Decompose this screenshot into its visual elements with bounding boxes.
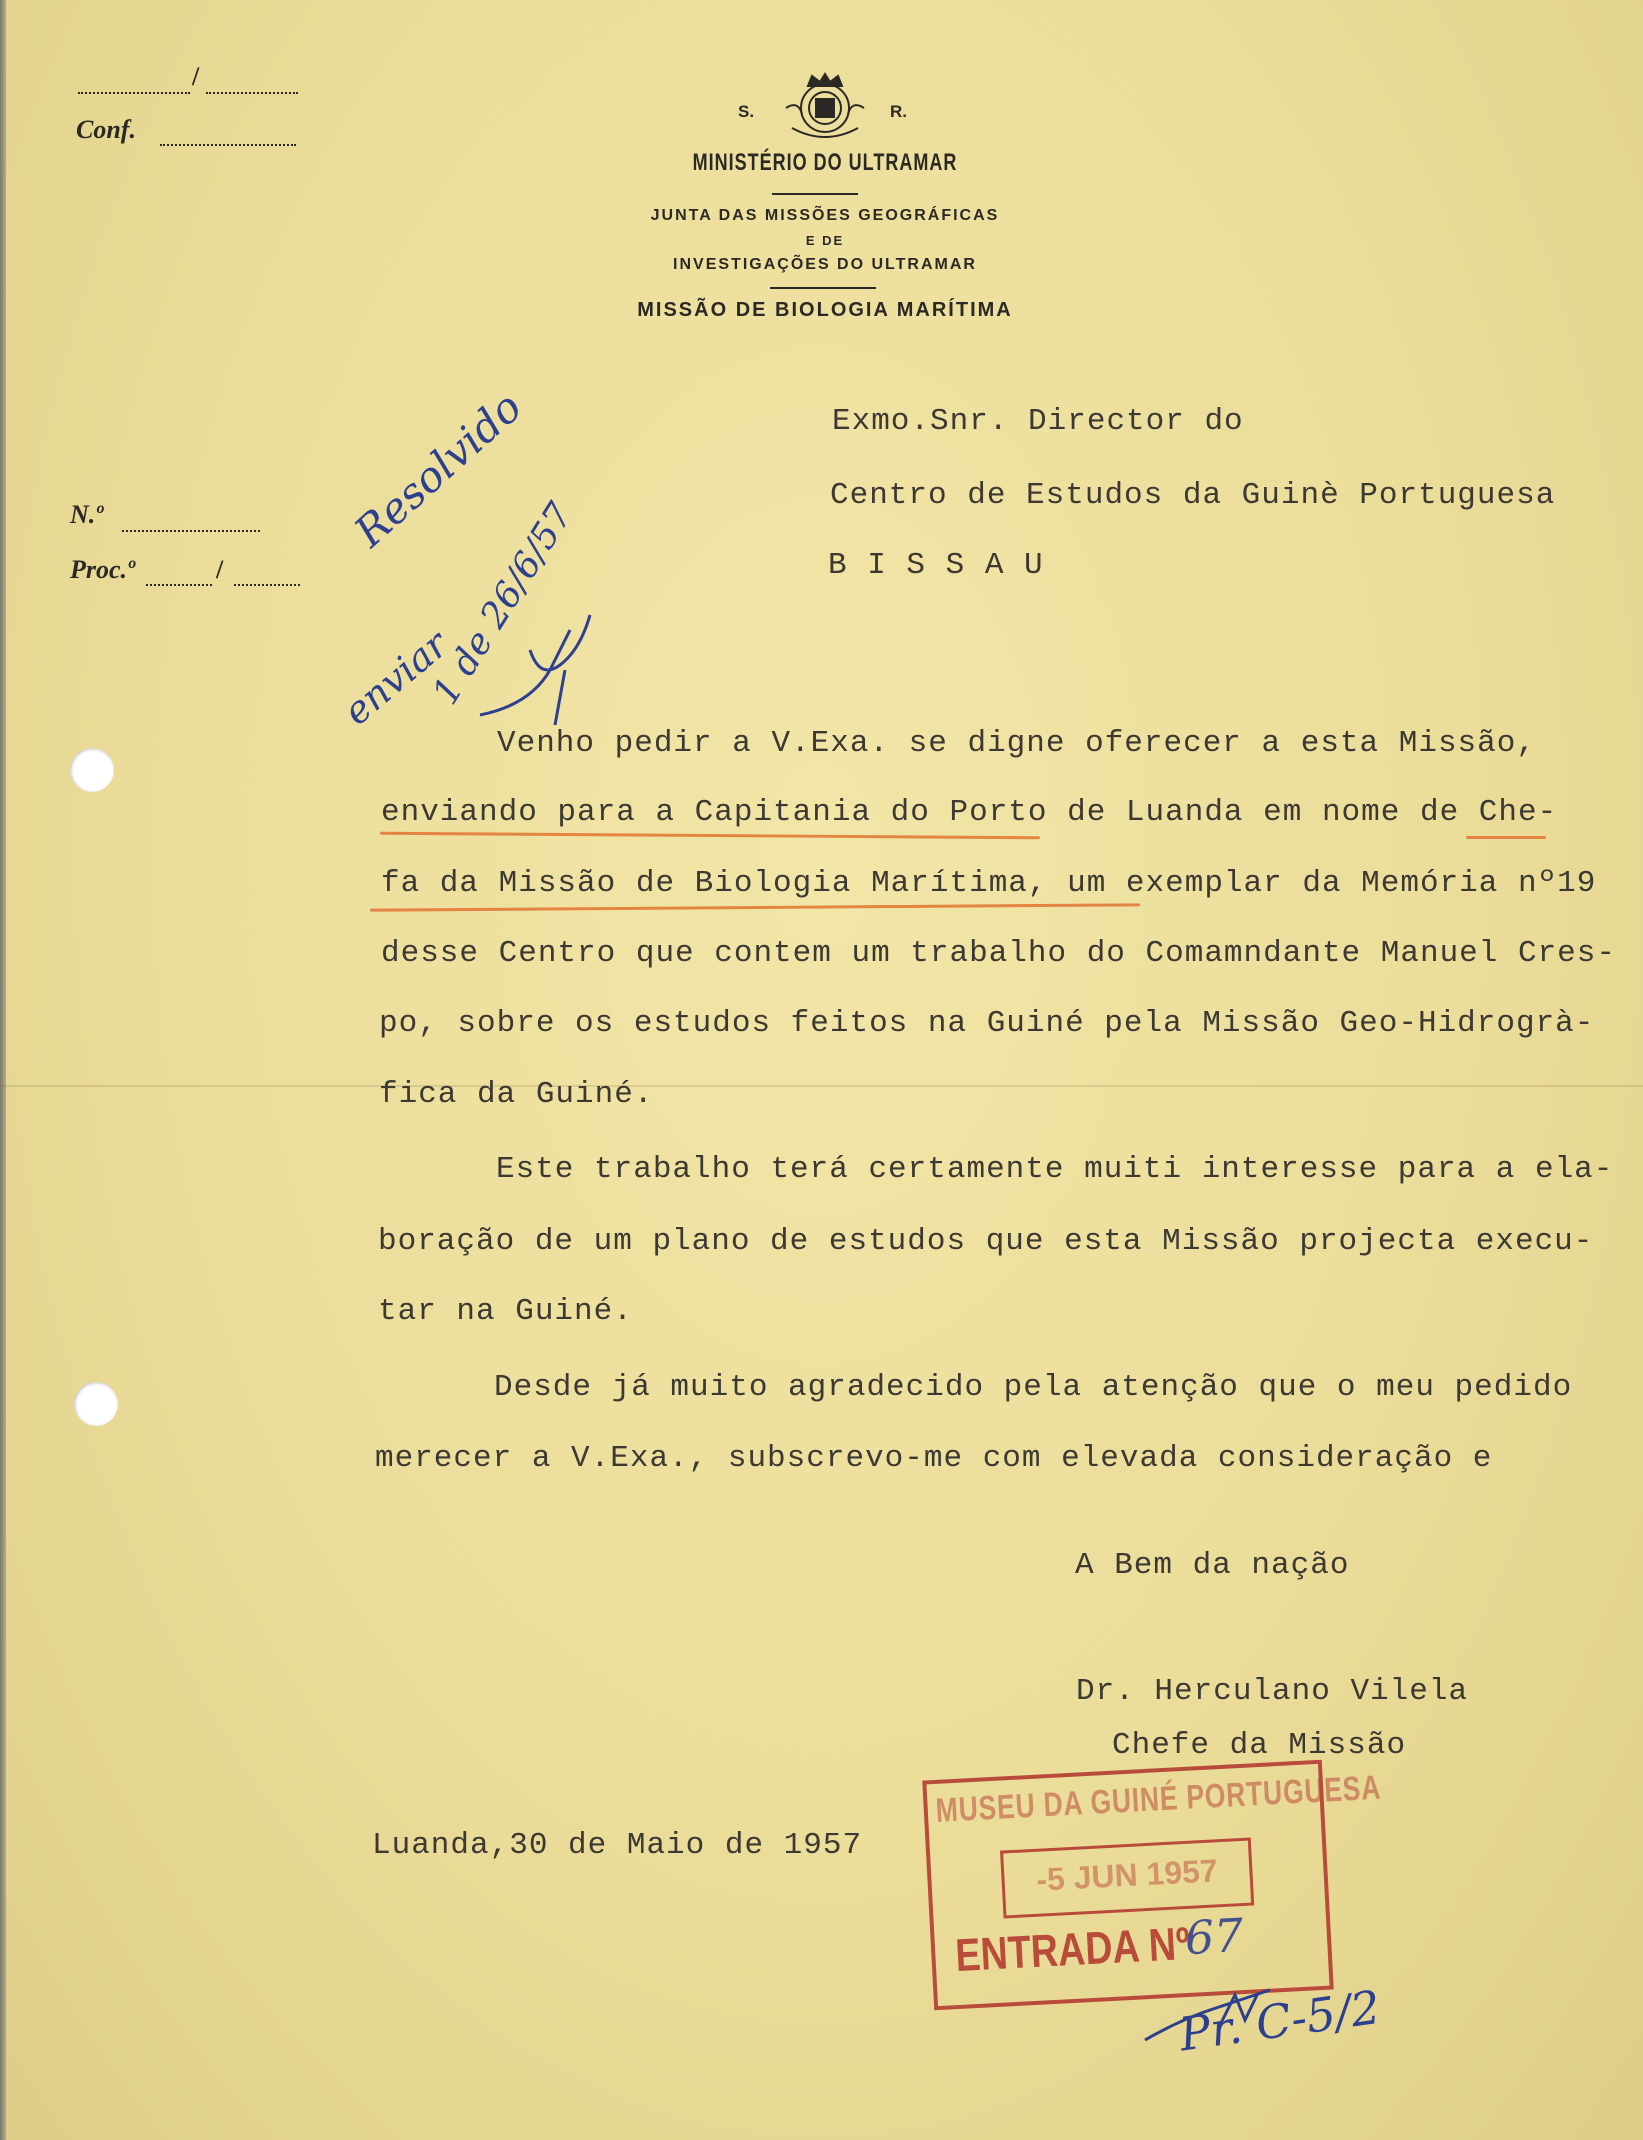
letterhead-divider-2: [770, 287, 876, 289]
paper-left-edge: [0, 0, 6, 2140]
body-p2-line-3: tar na Guiné.: [378, 1294, 633, 1329]
processo-label: Proc.º: [70, 555, 135, 584]
letterhead-right-initial: R.: [890, 102, 907, 121]
addressee-line-1: Exmo.Snr. Director do: [832, 404, 1244, 439]
coat-of-arms-icon: [778, 70, 872, 144]
junta-line-2: E DE: [805, 233, 845, 248]
stamp-entrada-number: 67: [1183, 1908, 1245, 1966]
body-p3-line-2: merecer a V.Exa., subscrevo-me com elevada consideração e: [375, 1441, 1493, 1476]
orange-underline-1: [380, 832, 1040, 840]
ministry-name: MINISTÉRIO DO ULTRAMAR: [692, 148, 958, 176]
date-dotted-field-left: [78, 92, 190, 94]
conf-dotted-field: [160, 144, 296, 146]
body-p1-line-2: enviando para a Capitania do Porto de Luanda em nome de Che-: [381, 795, 1558, 830]
addressee-line-2: Centro de Estudos da Guinè Portuguesa: [830, 478, 1556, 513]
junta-line-1: JUNTA DAS MISSÕES GEOGRÁFICAS: [650, 207, 1000, 224]
handwritten-note-line-1: Resolvido: [345, 382, 531, 557]
body-p1-line-3: fa da Missão de Biologia Marítima, um exemplar da Memória nº19: [381, 866, 1597, 901]
reception-stamp: [922, 1760, 1383, 2011]
handwritten-note-line-2: enviar: [335, 621, 457, 734]
body-p1-line-5: po, sobre os estudos feitos na Guiné pela Missão Geo-Hidrogrà-: [379, 1006, 1595, 1041]
processo-dotted-field-right: [234, 584, 300, 586]
orange-underline-3: [370, 903, 1140, 911]
stamp-date: -5 JUN 1957: [1035, 1852, 1219, 1898]
signature-title: Chefe da Missão: [1112, 1728, 1407, 1763]
place-and-date: Luanda,30 de Maio de 1957: [372, 1828, 863, 1863]
processo-dotted-field-left: [146, 584, 212, 586]
body-p1-line-4: desse Centro que contem um trabalho do Comamndante Manuel Cres-: [381, 936, 1616, 971]
handwritten-scribble-icon: [1140, 1985, 1280, 2055]
addressee-line-3: B I S S A U: [828, 548, 1044, 583]
letterhead-left-initial: S.: [738, 102, 755, 121]
stamp-date-box: [1000, 1838, 1254, 1919]
body-p2-line-1: Este trabalho terá certamente muiti interesse para a ela-: [496, 1152, 1614, 1187]
letterhead-divider-1: [772, 193, 858, 195]
handwritten-reference: Pr. C-5/2: [1176, 1979, 1384, 2062]
conf-label: Conf.: [76, 115, 136, 144]
processo-slash: /: [216, 555, 224, 584]
stamp-institution: MUSEU DA GUINÉ PORTUGUESA: [934, 1768, 1383, 1830]
signature-name: Dr. Herculano Vilela: [1076, 1674, 1469, 1709]
junta-line-3: INVESTIGAÇÕES DO ULTRAMAR: [673, 256, 977, 273]
closing-formula: A Bem da nação: [1075, 1548, 1350, 1583]
punch-hole-upper: [70, 748, 114, 792]
punch-hole-lower: [74, 1382, 118, 1426]
body-p3-line-1: Desde já muito agradecido pela atenção que o meu pedido: [494, 1370, 1573, 1405]
date-dotted-field-right: [206, 92, 298, 94]
orange-underline-2: [1466, 836, 1546, 839]
body-p1-line-6: fica da Guiné.: [379, 1077, 654, 1112]
body-p2-line-2: boração de um plano de estudos que esta Missão projecta execu-: [378, 1224, 1594, 1259]
numero-label: N.º: [70, 500, 104, 529]
handwritten-initials-icon: [470, 610, 600, 730]
body-p1-line-1: Venho pedir a V.Exa. se digne oferecer a esta Missão,: [497, 726, 1536, 761]
handwritten-note-line-3: 1 de 26/6/57: [425, 495, 582, 712]
stamp-entrada-label: ENTRADA Nº: [954, 1916, 1191, 1982]
paper-fold-line: [0, 1085, 1643, 1087]
mission-name: MISSÃO DE BIOLOGIA MARÍTIMA: [637, 299, 1013, 321]
numero-dotted-field: [122, 530, 260, 532]
date-slash: /: [192, 62, 200, 91]
